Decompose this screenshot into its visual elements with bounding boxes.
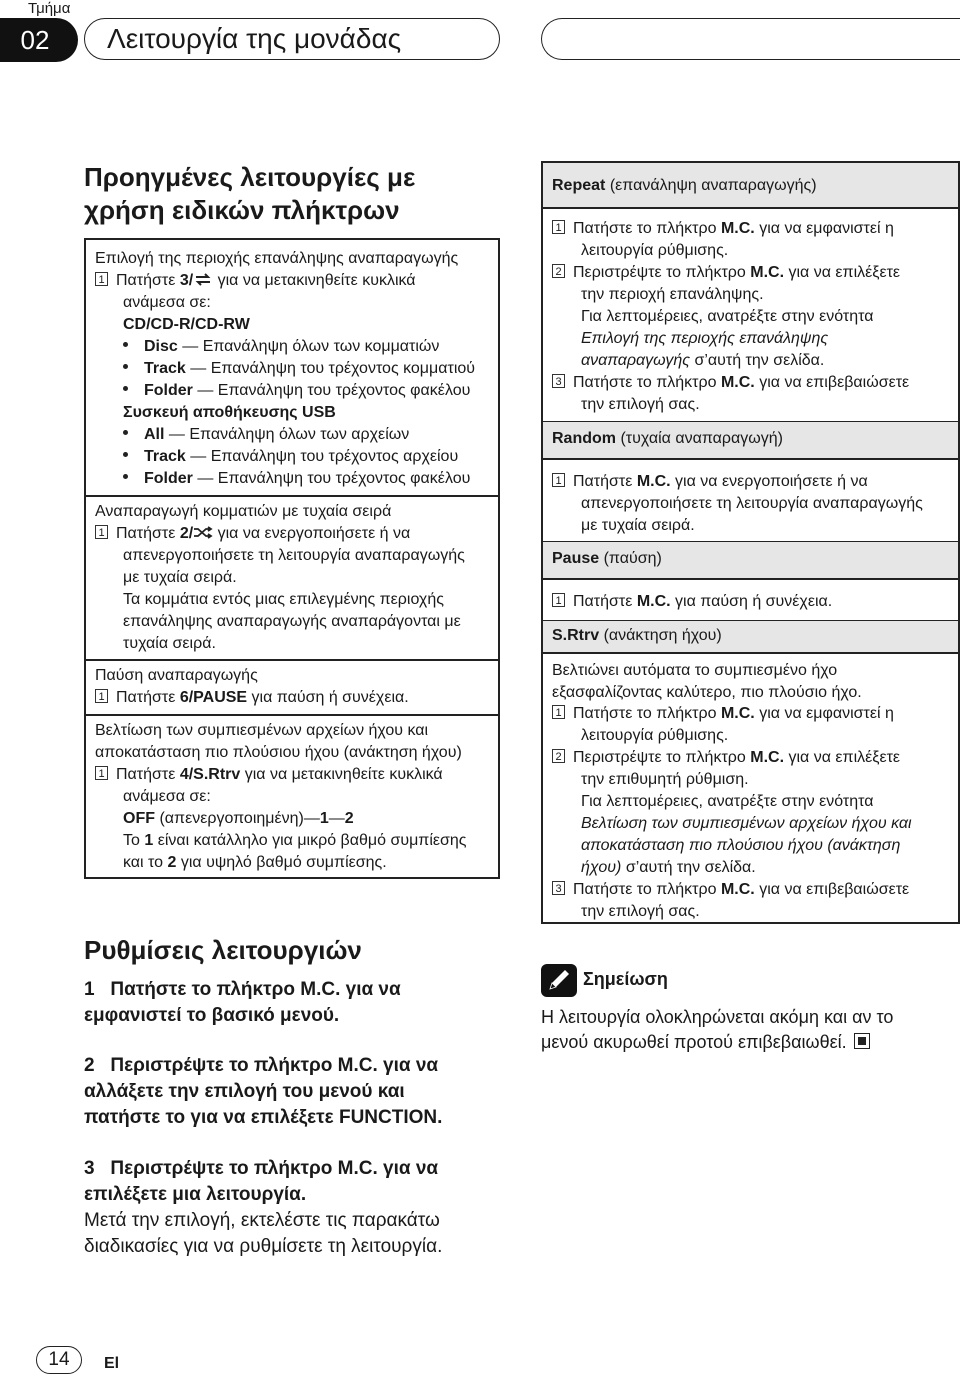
- usb-item-key: Track: [144, 448, 186, 465]
- srtrv-note2: [123, 853, 387, 873]
- step-text: Πατήστε το πλήκτρο: [573, 220, 717, 237]
- note-text: Το: [123, 832, 140, 849]
- random-step1: [552, 472, 868, 492]
- mc-key: M.C.: [720, 881, 755, 898]
- step-number-3: 3: [552, 881, 565, 895]
- step-number: 3: [84, 1158, 95, 1179]
- srtrv-step3: [552, 880, 909, 900]
- pause-header-text: [552, 549, 662, 569]
- repeat-step2-ref: Για λεπτομέρειες, ανατρέξτε στην ενότητα: [581, 308, 874, 325]
- advanced-heading: [84, 161, 415, 227]
- srtrv-step1-cont: ανάμεσα σε:: [123, 788, 211, 805]
- random-key: 2/: [179, 525, 194, 542]
- srtrv-step2-cont: την επιθυμητή ρύθμιση.: [581, 771, 749, 788]
- box-divider: [86, 495, 498, 497]
- step-number: 2: [84, 1055, 95, 1076]
- pause-step1: [95, 688, 409, 708]
- usb-item-all: [123, 425, 409, 445]
- step-number-1: 1: [552, 220, 565, 234]
- step-text: για να εμφανιστεί η: [759, 220, 894, 237]
- random-line6: τυχαία σειρά.: [123, 635, 216, 652]
- step-text: Περιστρέψτε το πλήκτρο: [573, 749, 746, 766]
- repeat-header-text: [552, 176, 817, 196]
- random-step1-desc: για να ενεργοποιήσετε ή να: [217, 525, 411, 542]
- random-line5: επανάληψης αναπαραγωγής αναπαράγονται με: [123, 613, 461, 630]
- step-number-1: 1: [95, 689, 108, 703]
- cd-item-key: Disc: [144, 338, 178, 355]
- repeat-step2-cont: την περιοχή επανάληψης.: [581, 286, 764, 303]
- cd-item-desc: — Επανάληψη όλων των κομματιών: [182, 338, 440, 355]
- repeat-step1: [552, 219, 894, 239]
- step-text: Πατήστε το πλήκτρο: [573, 374, 717, 391]
- pause-step1: [552, 592, 832, 612]
- note-text: για υψηλό βαθμό συμπίεσης.: [180, 854, 387, 871]
- repeat-step1-cont: λειτουργία ρύθμισης.: [581, 242, 729, 259]
- note-line: Η λειτουργία ολοκληρώνεται ακόμη και αν το: [541, 1007, 894, 1027]
- repeat-step1-desc: για να μετακινηθείτε κυκλικά: [217, 272, 416, 289]
- step-number-2: 2: [552, 264, 565, 278]
- option-dash: —: [303, 810, 320, 827]
- box-divider: [543, 458, 958, 460]
- note-text: είναι κατάλληλο για μικρό βαθμό συμπίεσης: [157, 832, 467, 849]
- mc-key: M.C.: [750, 749, 785, 766]
- step-text: Περιστρέψτε το πλήκτρο M.C. για να: [110, 1158, 439, 1179]
- option-off-desc: (απενεργοποιημένη): [159, 810, 304, 827]
- srtrv-header-key: S.Rtrv: [552, 627, 600, 644]
- section-label: Τμήμα: [28, 0, 71, 17]
- repeat-key: 3/: [179, 272, 194, 289]
- step-number-1: 1: [552, 705, 565, 719]
- repeat-step1-cont: ανάμεσα σε:: [123, 294, 211, 311]
- srtrv-step1-cont: λειτουργία ρύθμισης.: [581, 727, 729, 744]
- mc-key: M.C.: [720, 374, 755, 391]
- step-text: Πατήστε το πλήκτρο M.C. για να: [110, 979, 401, 1000]
- cd-heading: CD/CD-R/CD-RW: [123, 316, 250, 333]
- step-number-1: 1: [552, 593, 565, 607]
- usb-item-desc: — Επανάληψη του τρέχοντος αρχείου: [190, 448, 459, 465]
- srtrv-intro1: Βελτιώνει αυτόματα το συμπιεσμένο ήχο: [552, 662, 838, 679]
- random-line4: Τα κομμάτια εντός μιας επιλεγμένης περιοχής: [123, 591, 444, 608]
- end-mark-icon: [854, 1033, 870, 1049]
- option-1: 1: [319, 810, 329, 827]
- pause-header-key: Pause: [552, 550, 600, 567]
- option-dash: —: [328, 810, 345, 827]
- pause-header-desc: (παύση): [603, 550, 662, 567]
- mc-key: M.C.: [636, 593, 671, 610]
- cd-item-folder: [123, 381, 470, 401]
- ref-title: ήχου): [581, 859, 622, 876]
- srtrv-key: 4/S.Rtrv: [179, 766, 241, 783]
- cd-item-disc: [123, 337, 439, 357]
- random-step1-end: με τυχαία σειρά.: [581, 517, 695, 534]
- repeat-step2-ref-end: [581, 351, 824, 371]
- pause-title: Παύση αναπαραγωγής: [95, 667, 258, 684]
- step-text: για να επιλέξετε: [788, 749, 901, 766]
- note-pencil-icon: [541, 964, 577, 997]
- step-text: Περιστρέψτε το πλήκτρο: [573, 264, 746, 281]
- repeat-step3-cont: την επιλογή σας.: [581, 396, 700, 413]
- random-line2: απενεργοποιήσετε τη λειτουργία αναπαραγωγής: [123, 547, 465, 564]
- cd-item-desc: — Επανάληψη του τρέχοντος φακέλου: [197, 382, 471, 399]
- srtrv-step2-ref-title1: Βελτίωση των συμπιεσμένων αρχείων ήχου και: [581, 815, 912, 832]
- step-text: για να επιλέξετε: [788, 264, 901, 281]
- repeat-step1-text: Πατήστε: [116, 272, 176, 289]
- step-text: Πατήστε: [573, 473, 633, 490]
- step-text: Πατήστε: [573, 593, 633, 610]
- step-text: για να ενεργοποιήσετε ή να: [675, 473, 868, 490]
- box-divider: [543, 652, 958, 654]
- random-header-desc: (τυχαία αναπαραγωγή): [620, 430, 783, 447]
- random-line3: με τυχαία σειρά.: [123, 569, 237, 586]
- step-number-1: 1: [552, 473, 565, 487]
- cd-item-key: Track: [144, 360, 186, 377]
- step-text: για να επιβεβαιώσετε: [759, 881, 910, 898]
- option-2: 2: [344, 810, 354, 827]
- step-number: 1: [84, 979, 95, 1000]
- step-text: Πατήστε το πλήκτρο: [573, 705, 717, 722]
- srtrv-step1-desc: για να μετακινηθείτε κυκλικά: [244, 766, 443, 783]
- step-number-2: 2: [552, 749, 565, 763]
- settings-step-3-detail: [84, 1208, 442, 1260]
- random-header-text: [552, 429, 783, 449]
- cd-item-desc: — Επανάληψη του τρέχοντος κομματιού: [190, 360, 476, 377]
- step-text: για παύση ή συνέχεια.: [675, 593, 833, 610]
- srtrv-step2-ref-end: [581, 858, 756, 878]
- repeat-header-desc: (επανάληψη αναπαραγωγής): [609, 177, 817, 194]
- random-step1-text: Πατήστε: [116, 525, 176, 542]
- mc-key: M.C.: [750, 264, 785, 281]
- srtrv-step1: [552, 704, 894, 724]
- settings-step-2: [84, 1053, 442, 1131]
- usb-item-track: [123, 447, 458, 467]
- repeat-title: Επιλογή της περιοχής επανάληψης αναπαραγωγής: [95, 250, 459, 267]
- srtrv-step3-cont: την επιλογή σας.: [581, 903, 700, 920]
- srtrv-step1-text: Πατήστε: [116, 766, 176, 783]
- box-divider: [543, 578, 958, 580]
- srtrv-step2-ref-title2: αποκατάσταση πιο πλούσιου ήχου (ανάκτηση: [581, 837, 901, 854]
- mc-key: M.C.: [720, 220, 755, 237]
- step-detail: διαδικασίες για να ρυθμίσετε τη λειτουργία.: [84, 1236, 443, 1257]
- pause-step1-text: Πατήστε: [116, 689, 176, 706]
- header-decoration: [541, 18, 960, 60]
- function-settings-box: [541, 161, 960, 924]
- step-text: για να επιβεβαιώσετε: [759, 374, 910, 391]
- srtrv-step2: [552, 748, 900, 768]
- page-number: 14: [36, 1346, 82, 1374]
- step-number-1: 1: [95, 766, 108, 780]
- pause-key: 6/PAUSE: [179, 689, 248, 706]
- usb-item-desc: — Επανάληψη του τρέχοντος φακέλου: [197, 470, 471, 487]
- step-text: εμφανιστεί το βασικό μενού.: [84, 1005, 340, 1026]
- repeat-step1: [95, 271, 416, 291]
- settings-step-3: [84, 1156, 438, 1208]
- note-text: και το: [123, 854, 164, 871]
- random-step1: [95, 524, 410, 544]
- srtrv-header-desc: (ανάκτηση ήχου): [603, 627, 722, 644]
- srtrv-header-text: [552, 626, 722, 646]
- repeat-step2: [552, 263, 900, 283]
- pencil-icon: [541, 964, 577, 997]
- ref-title: αναπαραγωγής: [581, 352, 690, 369]
- chapter-title: Λειτουργία της μονάδας: [84, 18, 500, 60]
- ref-text: σ’αυτή την σελίδα.: [694, 352, 825, 369]
- note-level: 1: [144, 832, 154, 849]
- usb-item-key: Folder: [144, 470, 193, 487]
- mc-key: M.C.: [720, 705, 755, 722]
- language-code: El: [104, 1355, 120, 1372]
- random-step1-cont: απενεργοποιήσετε τη λειτουργία αναπαραγωγής: [581, 495, 923, 512]
- pause-step1-desc: για παύση ή συνέχεια.: [251, 689, 409, 706]
- advanced-heading-line1: Προηγμένες λειτουργίες με: [84, 162, 416, 192]
- cd-item-key: Folder: [144, 382, 193, 399]
- step-text: πατήστε το για να επιλέξετε FUNCTION.: [84, 1107, 443, 1128]
- random-header-key: Random: [552, 430, 616, 447]
- settings-heading: Ρυθμίσεις λειτουργιών: [84, 935, 362, 965]
- step-text: Πατήστε το πλήκτρο: [573, 881, 717, 898]
- step-text: επιλέξετε μια λειτουργία.: [84, 1184, 307, 1205]
- repeat-header-key: Repeat: [552, 177, 606, 194]
- srtrv-line2: αποκατάσταση πιο πλούσιου ήχου (ανάκτηση ήχου): [95, 744, 462, 761]
- random-title: Αναπαραγωγή κομματιών με τυχαία σειρά: [95, 503, 392, 520]
- step-number-1: 1: [95, 272, 108, 286]
- repeat-step3: [552, 373, 909, 393]
- shuffle-icon: [193, 526, 213, 539]
- note-title: Σημείωση: [583, 969, 668, 989]
- note-line: μενού ακυρωθεί προτού επιβεβαιωθεί.: [541, 1032, 847, 1052]
- srtrv-step2-ref: Για λεπτομέρειες, ανατρέξτε στην ενότητα: [581, 793, 874, 810]
- step-number-3: 3: [552, 374, 565, 388]
- advanced-functions-box: [84, 238, 500, 879]
- usb-item-desc: — Επανάληψη όλων των αρχείων: [168, 426, 410, 443]
- settings-step-1: [84, 977, 401, 1029]
- ref-text: σ’αυτή την σελίδα.: [625, 859, 756, 876]
- box-divider: [86, 714, 498, 716]
- srtrv-intro2: εξασφαλίζοντας καλύτερο, πιο πλούσιο ήχο.: [552, 684, 862, 701]
- usb-heading: Συσκευή αποθήκευσης USB: [123, 404, 336, 421]
- repeat-step2-ref-title: Επιλογή της περιοχής επανάληψης: [581, 330, 829, 347]
- advanced-heading-line2: χρήση ειδικών πλήκτρων: [84, 195, 400, 225]
- note-body: [541, 1005, 893, 1055]
- step-text: Περιστρέψτε το πλήκτρο M.C. για να: [110, 1055, 439, 1076]
- srtrv-note1: [123, 831, 467, 851]
- repeat-icon: [193, 273, 213, 286]
- step-text: αλλάξετε την επιλογή του μενού και: [84, 1081, 405, 1102]
- option-off: OFF: [123, 810, 155, 827]
- cd-item-track: [123, 359, 475, 379]
- mc-key: M.C.: [636, 473, 671, 490]
- step-number-1: 1: [95, 525, 108, 539]
- box-divider: [86, 659, 498, 661]
- srtrv-step1: [95, 765, 443, 785]
- usb-item-key: All: [144, 426, 165, 443]
- box-divider: [543, 207, 958, 209]
- srtrv-line1: Βελτίωση των συμπιεσμένων αρχείων ήχου και: [95, 722, 429, 739]
- step-text: για να εμφανιστεί η: [759, 705, 894, 722]
- note-level: 2: [167, 854, 177, 871]
- section-number: 02: [0, 18, 78, 62]
- srtrv-options: [123, 809, 354, 829]
- step-detail: Μετά την επιλογή, εκτελέστε τις παρακάτω: [84, 1210, 440, 1231]
- usb-item-folder: [123, 469, 470, 489]
